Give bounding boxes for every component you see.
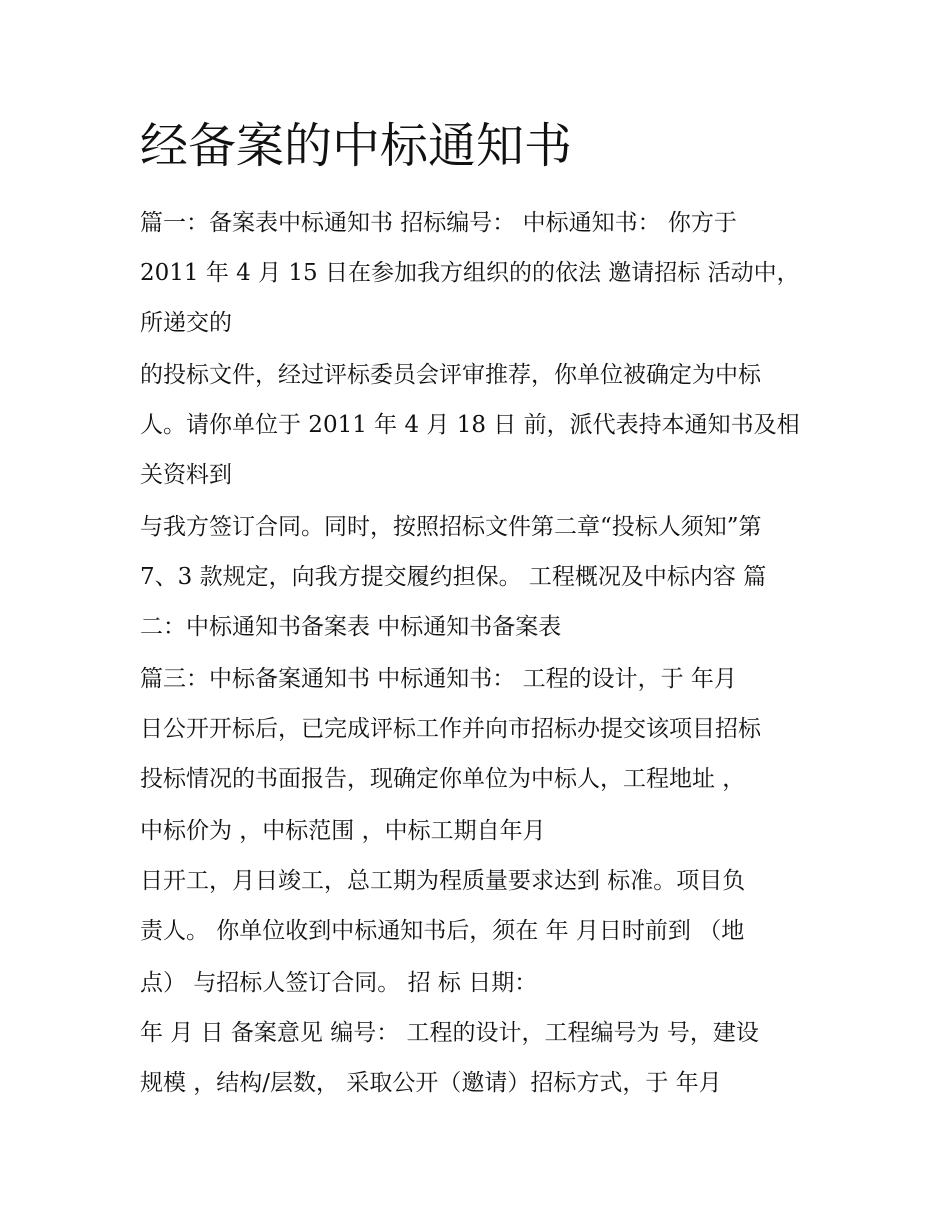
body-line: 二：中标通知书备案表 中标通知书备案表	[140, 614, 562, 640]
body-line: 2011 年 4 月 15 日在参加我方组织的的依法 邀请招标 活动中，	[140, 260, 800, 286]
body-line: 关资料到	[140, 462, 232, 488]
body-line: 年 月 日 备案意见 编号： 工程的设计，工程编号为 号，建设	[140, 1020, 759, 1046]
body-line: 投标情况的书面报告，现确定你单位为中标人，工程地址 ，	[140, 766, 746, 792]
body-line: 篇一：备案表中标通知书 招标编号： 中标通知书： 你方于	[140, 210, 737, 236]
body-line: 的投标文件，经过评标委员会评审推荐，你单位被确定为中标	[140, 362, 761, 388]
body-line: 7、3 款规定，向我方提交履约担保。 工程概况及中标内容 篇	[140, 564, 767, 590]
document-title: 经备案的中标通知书	[140, 118, 573, 174]
body-line: 点） 与招标人签订合同。 招 标 日期：	[140, 970, 538, 996]
body-line: 责人。 你单位收到中标通知书后，须在 年 月日时前到 （地	[140, 918, 745, 944]
body-line: 与我方签订合同。同时，按照招标文件第二章“投标人须知”第	[140, 514, 762, 540]
body-line: 所递交的	[140, 310, 232, 336]
body-line: 人。请你单位于 2011 年 4 月 18 日 前，派代表持本通知书及相	[140, 412, 800, 438]
body-line: 日开工，月日竣工，总工期为程质量要求达到 标准。项目负	[140, 868, 746, 894]
body-line: 日公开开标后，已完成评标工作并向市招标办提交该项目招标	[140, 716, 761, 742]
body-line: 规模 ，结构/层数， 采取公开（邀请）招标方式，于 年月	[140, 1070, 722, 1096]
body-line: 中标价为 ，中标范围 ，中标工期自年月	[140, 818, 546, 844]
body-line: 篇三：中标备案通知书 中标通知书： 工程的设计，于 年月	[140, 666, 737, 692]
